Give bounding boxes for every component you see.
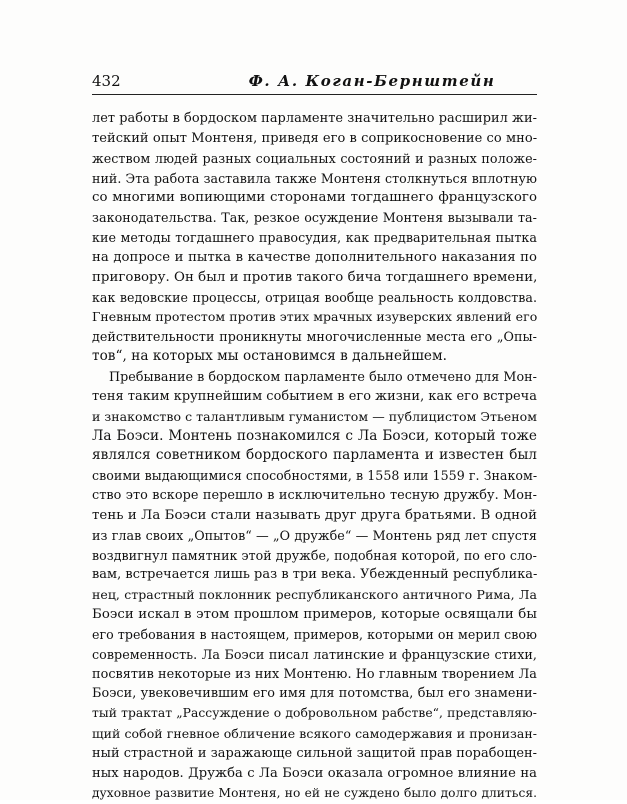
- running-title: Ф. А. Коган-Бернштейн: [248, 72, 496, 90]
- text-line: Пребывание в бордоском парламенте было отмечено для Мон-: [109, 368, 537, 384]
- paragraph-1: [92, 109, 537, 367]
- text-line: ство это вскоре перешло в исключительно тесную дружбу. Мон-: [92, 488, 537, 504]
- text-line: тейский опыт Монтеня, приведя его в соприкосновение со мно-: [92, 130, 538, 146]
- text-line: Боэси искал в этом прошлом примеров, которые освящали бы: [92, 607, 537, 623]
- text-line: тень и Ла Боэси стали называть друг друга братьями. В одной: [92, 507, 537, 523]
- text-line: законодательства. Так, резкое осуждение Монтеня вызывали та-: [92, 210, 537, 226]
- text-line: жеством людей разных социальных состояний и разных положе-: [92, 150, 537, 166]
- text-line: как ведовские процессы, отрицая вообще реальность колдовства.: [92, 289, 537, 305]
- text-line: Боэси, увековечившим его имя для потомства, был его знамени-: [92, 686, 537, 702]
- text-line: современность. Ла Боэси писал латинские и французские стихи,: [92, 646, 537, 662]
- text-line: тов“, на которых мы остановимся в дальнейшем.: [92, 348, 447, 365]
- paragraph-2: [92, 367, 537, 804]
- body-text: [92, 109, 537, 804]
- text-line: Ла Боэси. Монтень познакомился с Ла Боэси, который тоже: [92, 427, 537, 444]
- page-header: [92, 72, 537, 94]
- text-line: действительности проникнуты многочисленные места его „Опы-: [92, 329, 537, 345]
- text-line: приговору. Он был и против такого бича тогдашнего времени,: [92, 269, 538, 285]
- text-line: ний. Эта работа заставила также Монтеня столкнуться вплотную: [92, 170, 537, 186]
- text-line: ный страстной и заражающе сильной защитой прав порабощен-: [92, 746, 538, 761]
- text-line: ных народов. Дружба с Ла Боэси оказала огромное влияние на: [92, 765, 537, 781]
- text-line: и знакомство с талантливым гуманистом — публицистом Этьеном: [92, 408, 537, 424]
- page-number: 432: [92, 72, 121, 90]
- text-line: со многими вопиющими сторонами тогдашнего французского: [92, 190, 537, 206]
- text-line: являлся советником бордоского парламента и известен был: [92, 447, 537, 464]
- header-rule: [92, 94, 537, 95]
- text-line: духовное развитие Монтеня, но ей не суждено было долго длиться.: [92, 785, 537, 800]
- text-line: нец, страстный поклонник республиканского античного Рима, Ла: [92, 587, 537, 603]
- text-line: кие методы тогдашнего правосудия, как предварительная пытка: [92, 230, 537, 246]
- text-line: тый трактат „Рассуждение о добровольном рабстве“, представляю-: [92, 706, 537, 721]
- text-line: Гневным протестом против этих мрачных изуверских явлений его: [92, 309, 538, 325]
- text-line: из глав своих „Опытов“ — „О дружбе“ — Монтень ряд лет спустя: [92, 527, 537, 543]
- text-line: теня таким крупнейшим событием в его жизни, как его встреча: [92, 388, 537, 404]
- text-line: на допросе и пытка в качестве дополнительного наказания по: [92, 249, 537, 265]
- text-line: своими выдающимися способностями, в 1558 или 1559 г. Знаком-: [92, 468, 538, 484]
- text-line: лет работы в бордоском парламенте значительно расширил жи-: [92, 111, 537, 126]
- text-line: посвятив некоторые из них Монтеню. Но главным творением Ла: [92, 666, 537, 682]
- text-line: воздвигнул памятник этой дружбе, подобная которой, по его сло-: [92, 547, 537, 563]
- text-line: вам, встречается лишь раз в три века. Убежденный республика-: [92, 567, 538, 583]
- text-line: щий собой гневное обличение всякого самодержавия и пронизан-: [92, 726, 537, 742]
- text-line: его требования в настоящем, примеров, которыми он мерил свою: [92, 626, 537, 642]
